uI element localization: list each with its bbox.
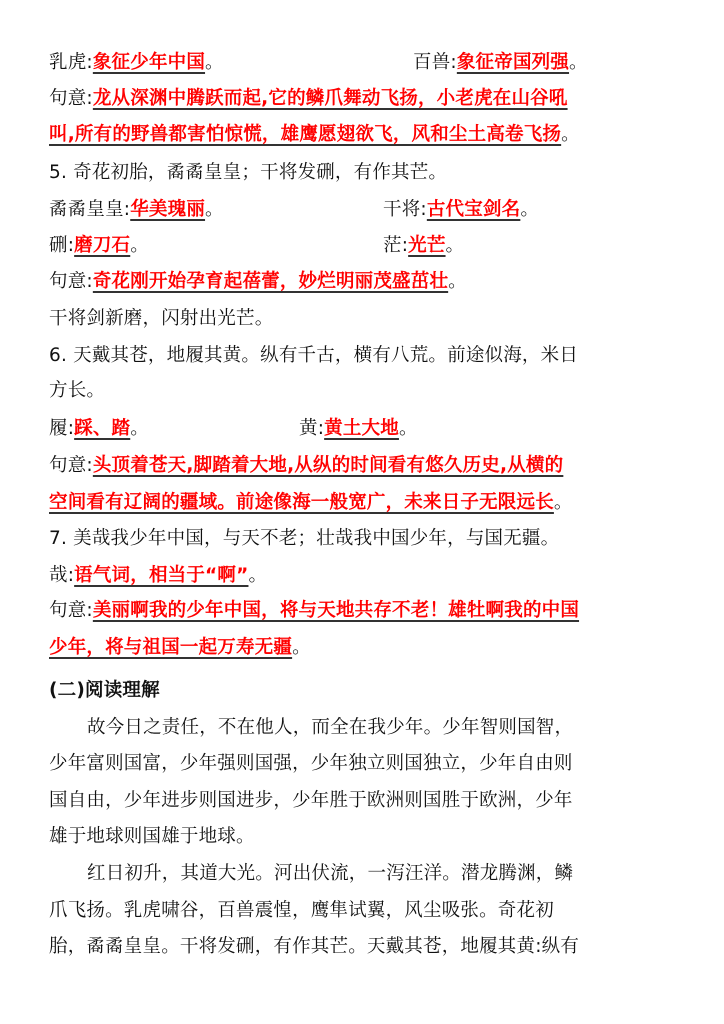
item6-juyi-line-1 xyxy=(49,453,563,479)
reading-p1-line-3: 国自由，少年进步则国进步，少年胜于欧洲则国胜于欧洲，少年 xyxy=(49,790,573,811)
period: 。 xyxy=(130,418,149,439)
answer-text: 空间看有辽阔的疆域。前途像海一般宽广，未来日子无限远长 xyxy=(49,492,554,513)
item6-text-1: 6. 天戴其苍，地履其黄。纵有千古，横有八荒。前途似海，米日 xyxy=(49,345,579,366)
baishou-entry xyxy=(413,50,588,76)
item6-text-2: 方长。 xyxy=(49,380,106,401)
term-label: 茫: xyxy=(383,235,409,256)
answer-text: 头顶着苍天,脚踏着大地,从纵的时间看有悠久历史,从横的 xyxy=(92,455,564,476)
ruhu-line xyxy=(49,50,588,76)
period: 。 xyxy=(205,199,224,220)
reading-p2-line-3: 胎，矞矞皇皇。干将发硎，有作其芒。天戴其苍，地履其黄:纵有 xyxy=(49,936,580,957)
reading-p1-line-4: 雄于地球则国雄于地球。 xyxy=(49,826,255,847)
item4-juyi-line-1 xyxy=(49,86,568,112)
term-label: 句意: xyxy=(49,88,93,109)
item5-extra: 干将剑新磨，闪射出光芒。 xyxy=(49,308,274,329)
answer-text: 光芒 xyxy=(408,235,446,256)
answer-text: 象征少年中国 xyxy=(92,52,206,73)
term-label: 履: xyxy=(49,418,75,439)
answer-text: 奇花刚开始孕育起蓓蕾，妙烂明丽茂盛茁壮 xyxy=(92,271,449,292)
section-heading: (二)阅读理解 xyxy=(49,680,160,701)
term-label: 句意: xyxy=(49,455,93,476)
reading-p1-line-1: 故今日之责任，不在他人，而全在我少年。少年智则国智， xyxy=(87,717,574,738)
answer-text: 语气词，相当于“啊” xyxy=(74,565,249,586)
answer-text: 龙从深渊中腾跃而起,它的鳞爪舞动飞扬，小老虎在山谷吼 xyxy=(92,88,568,109)
term-label: 乳虎: xyxy=(49,52,93,73)
period: 。 xyxy=(292,637,311,658)
term-label: 百兽: xyxy=(413,52,457,73)
zai-line xyxy=(49,563,267,589)
term-label: 干将: xyxy=(383,199,427,220)
term-label: 句意: xyxy=(49,600,93,621)
answer-text: 少年，将与祖国一起万寿无疆 xyxy=(49,637,293,658)
answer-text: 象征帝国列强 xyxy=(456,52,570,73)
period: 。 xyxy=(445,235,465,256)
period: 。 xyxy=(130,235,149,256)
period: 。 xyxy=(248,565,268,586)
item7-juyi-line-1 xyxy=(49,598,579,624)
term-label: 哉: xyxy=(49,565,75,586)
reading-p2-line-2: 爪飞扬。乳虎啸谷，百兽震惶，鹰隼试翼，风尘吸张。奇花初 xyxy=(49,900,554,921)
item7-text: 7. 美哉我少年中国，与天不老；壮哉我中国少年，与国无疆。 xyxy=(49,528,560,549)
period: 。 xyxy=(553,492,573,513)
period: 。 xyxy=(520,199,540,220)
item5-juyi-line xyxy=(49,269,467,295)
term-label: 黄: xyxy=(299,418,325,439)
mang-entry xyxy=(383,233,464,259)
item4-juyi-line-2 xyxy=(49,122,580,148)
period: 。 xyxy=(561,124,580,145)
yuyu-line xyxy=(49,197,540,223)
answer-text: 黄土大地 xyxy=(324,418,399,439)
answer-text: 美丽啊我的少年中国，将与天地共存不老！雄牡啊我的中国 xyxy=(92,600,580,621)
item5-text: 5. 奇花初胎，矞矞皇皇；干将发硎，有作其芒。 xyxy=(49,162,448,183)
period: 。 xyxy=(569,52,588,73)
period: 。 xyxy=(205,52,224,73)
answer-text: 华美瑰丽 xyxy=(130,199,206,220)
ganjiang-entry xyxy=(383,197,539,223)
answer-text: 叫,所有的野兽都害怕惊慌，雄鹰愿翅欲飞，风和尘土高卷飞扬 xyxy=(49,124,562,145)
answer-text: 古代宝剑名 xyxy=(426,199,521,220)
period: 。 xyxy=(448,271,467,292)
term-label: 硎: xyxy=(49,235,75,256)
answer-text: 磨刀石 xyxy=(74,235,131,256)
answer-text: 踩、踏 xyxy=(74,418,131,439)
term-label: 句意: xyxy=(49,271,93,292)
item6-juyi-line-2 xyxy=(49,490,573,516)
period: 。 xyxy=(398,418,418,439)
lv-line xyxy=(49,416,418,442)
reading-p1-line-2: 少年富则国富，少年强则国强，少年独立则国独立，少年自由则 xyxy=(49,753,573,774)
huang-entry xyxy=(299,416,418,442)
reading-p2-line-1: 红日初升，其道大光。河出伏流，一泻汪洋。潜龙腾渊，鳞 xyxy=(87,863,574,884)
xing-line xyxy=(49,233,465,259)
term-label: 矞矞皇皇: xyxy=(49,199,131,220)
item7-juyi-line-2 xyxy=(49,635,311,661)
